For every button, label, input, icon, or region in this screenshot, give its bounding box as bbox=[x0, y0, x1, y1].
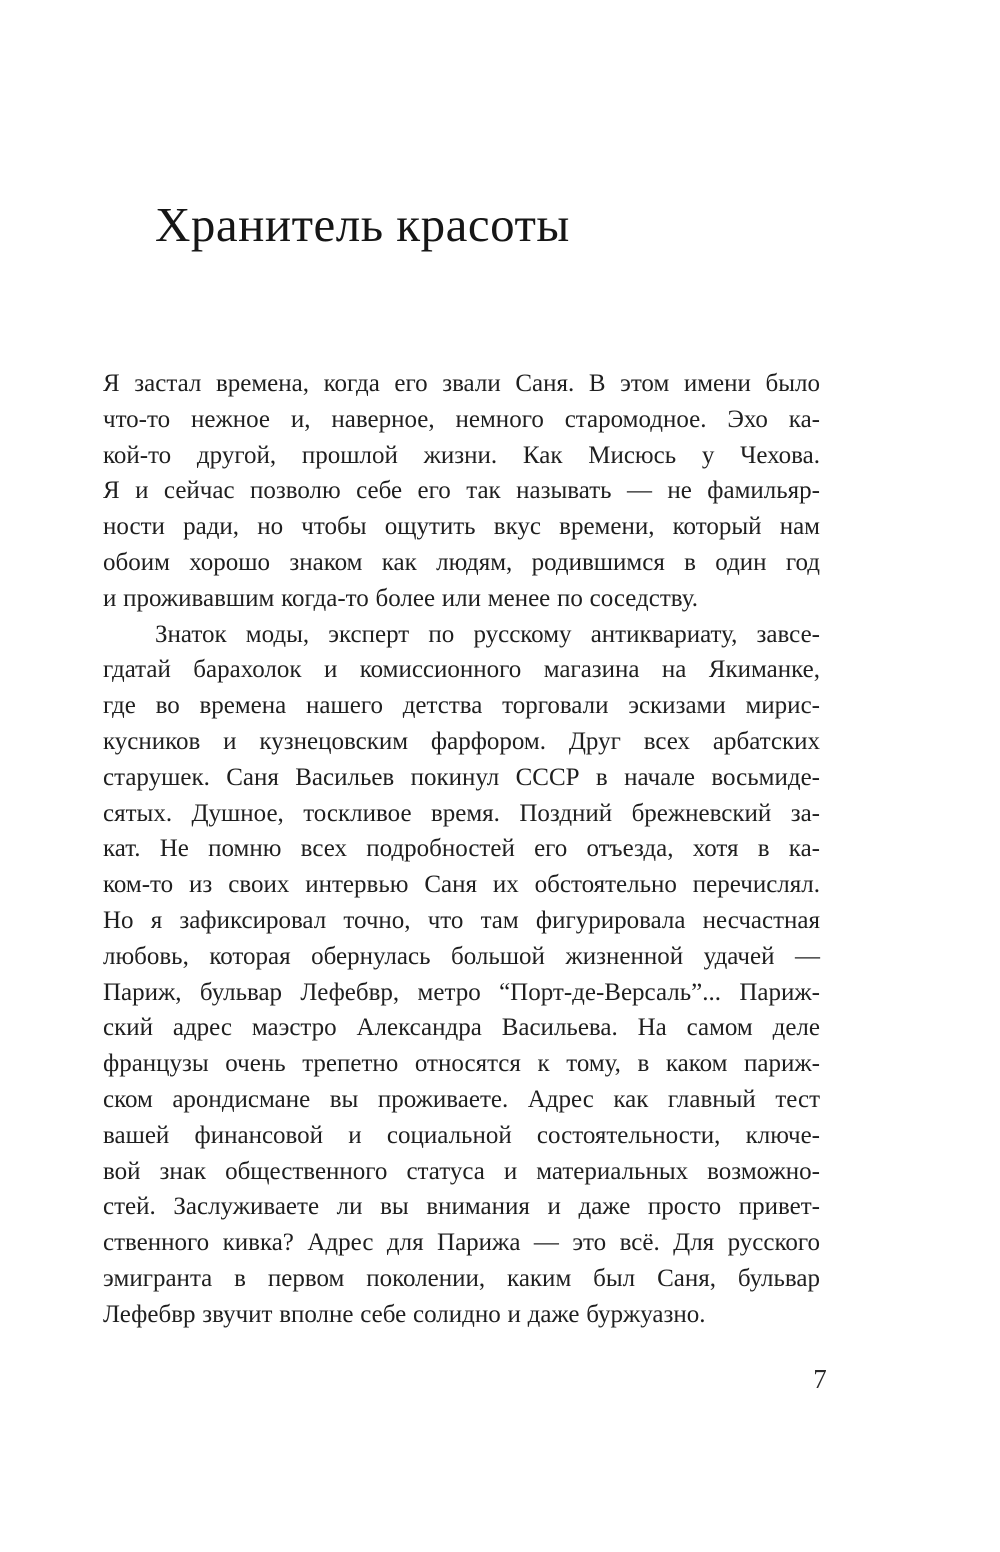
text-line: Но я зафиксировал точно, что там фигурировала несчастная bbox=[103, 906, 820, 934]
text-line: французы очень трепетно относятся к тому, в каком париж- bbox=[103, 1050, 820, 1078]
text-line: и проживавшим когда-то более или менее по соседству. bbox=[103, 584, 698, 612]
text-line: ственного кивка? Адрес для Парижа — это всё. Для русского bbox=[103, 1229, 820, 1257]
text-line: ности ради, но чтобы ощутить вкус времени, который нам bbox=[103, 513, 820, 541]
text-line: вашей финансовой и социальной состоятельности, ключе- bbox=[103, 1121, 820, 1149]
text-line: эмигранта в первом поколении, каким был Саня, бульвар bbox=[103, 1264, 820, 1292]
text-line: ском арондисмане вы проживаете. Адрес как главный тест bbox=[103, 1085, 820, 1113]
text-line: обоим хорошо знаком как людям, родившимся в один год bbox=[103, 548, 820, 576]
text-line: стей. Заслуживаете ли вы внимания и даже просто привет- bbox=[103, 1193, 820, 1221]
page-number: 7 bbox=[813, 1364, 827, 1394]
text-line: Знаток моды, эксперт по русскому антиквариату, завсе- bbox=[155, 620, 820, 648]
text-line: ский адрес маэстро Александра Васильева. На самом деле bbox=[103, 1014, 820, 1042]
text-line: вой знак общественного статуса и материальных возможно- bbox=[103, 1157, 820, 1185]
text-line: кусников и кузнецовским фарфором. Друг всех арбатских bbox=[103, 727, 820, 755]
text-line: кат. Не помню всех подробностей его отъезда, хотя в ка- bbox=[103, 835, 820, 863]
text-line: что-то нежное и, наверное, немного старомодное. Эхо ка- bbox=[103, 405, 820, 433]
body-text bbox=[103, 366, 820, 1333]
text-line: кой-то другой, прошлой жизни. Как Мисюсь у Чехова. bbox=[103, 441, 820, 469]
text-line: где во времена нашего детства торговали эскизами мирис- bbox=[103, 692, 820, 720]
text-line: ком-то из своих интервью Саня их обстоятельно перечислял. bbox=[103, 871, 820, 899]
text-line: гдатай барахолок и комиссионного магазина на Якиманке, bbox=[103, 656, 820, 684]
text-line: Лефебвр звучит вполне себе солидно и даже буржуазно. bbox=[103, 1300, 706, 1328]
text-line: Париж, бульвар Лефебвр, метро “Порт-де-Версаль”... Париж- bbox=[103, 978, 820, 1006]
text-line: Я застал времена, когда его звали Саня. В этом имени было bbox=[103, 370, 820, 397]
text-line: сятых. Душное, тоскливое время. Поздний брежневский за- bbox=[103, 799, 820, 827]
text-line: любовь, которая обернулась большой жизненной удачей — bbox=[103, 942, 820, 970]
text-line: старушек. Саня Васильев покинул СССР в начале восьмиде- bbox=[103, 763, 820, 791]
chapter-title: Хранитель красоты bbox=[155, 196, 570, 252]
text-line: Я и сейчас позволю себе его так называть — не фамильяр- bbox=[103, 477, 820, 505]
